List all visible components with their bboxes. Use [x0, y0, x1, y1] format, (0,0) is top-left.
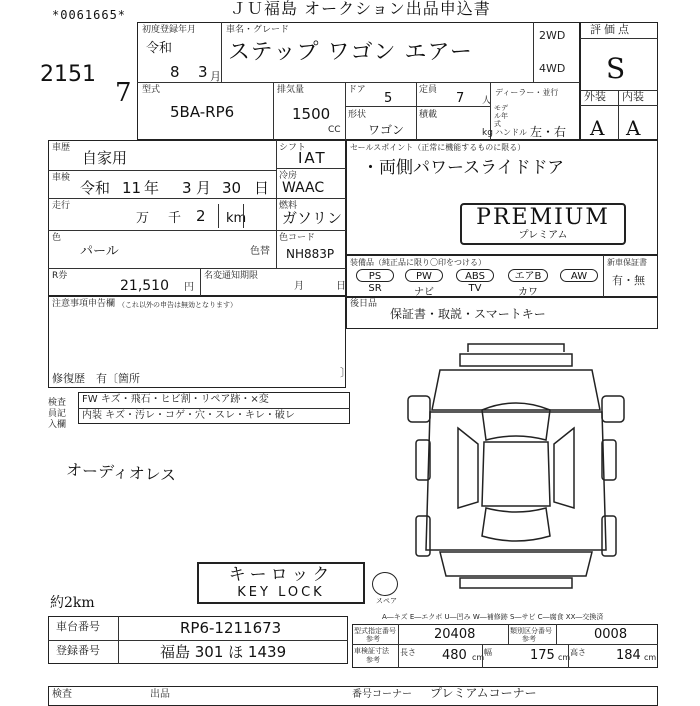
color-label: 色 [52, 233, 62, 243]
width-label: 幅 [484, 648, 492, 657]
premium-badge [460, 203, 626, 245]
color-code-change-label: 色替 [250, 246, 270, 257]
category-number-value: 0008 [594, 627, 628, 642]
handle-label: ハンドル [495, 128, 527, 137]
model-value: 5BA-RP6 [170, 103, 235, 121]
mileage-sen: 千 [168, 211, 182, 226]
equipment-abs: ABS [456, 269, 494, 282]
shape-value: ワゴン [368, 123, 405, 137]
equipment-pw: PW [405, 269, 443, 282]
serial-number: *0061665* [52, 8, 127, 22]
grade-interior: A [626, 116, 641, 140]
car-damage-diagram [400, 340, 632, 592]
plate-label: 登録番号 [56, 644, 100, 657]
fuel-value: ガソリン [282, 209, 343, 227]
grade-label: 評価点 [590, 23, 632, 36]
ac-label: 冷房 [279, 171, 298, 181]
fuel-label: 燃料 [279, 201, 298, 211]
capacity-label: 定員 [419, 85, 438, 95]
handle-value: 左・右 [530, 125, 567, 139]
equipment-aw: AW [560, 269, 598, 282]
name-change-month: 月 [294, 281, 304, 292]
attachments-value: 保証書・取説・スマートキー [390, 307, 546, 321]
inspector-label: 検査員記入欄 [48, 398, 67, 430]
load-unit: kg [482, 128, 493, 138]
car-name: ステップ ワゴン エアー [228, 40, 473, 65]
chassis-label: 車台番号 [56, 620, 100, 633]
equipment-leather: カワ [518, 287, 538, 298]
equipment-tv: TV [468, 283, 482, 294]
category-number-label: 類別区分番号 [510, 627, 552, 635]
dimensions-label: 車検証寸法 [354, 647, 389, 655]
premium-badge-ja: プレミアム [518, 230, 568, 241]
handwritten-km: 約2km [50, 595, 95, 611]
footer-corner-label: 番号コーナー [352, 689, 412, 700]
color-code-label: 色コード [279, 233, 316, 243]
equipment-sr: SR [368, 283, 382, 294]
equipment-label: 装備品（純正品に限り〇印をつける） [350, 258, 486, 267]
repair-label: 修復歴 [52, 372, 85, 385]
recycle-value: 21,510 [120, 278, 169, 294]
usage-label: 車歴 [52, 143, 71, 153]
attachments-label: 後日品 [350, 299, 378, 309]
lot-mark: 7 [115, 78, 132, 108]
color-value: パール [80, 244, 119, 259]
name-change-day: 日 [336, 281, 346, 292]
recycle-unit: 円 [184, 282, 194, 293]
doors-value: 5 [384, 91, 393, 106]
mileage-unit: km [226, 211, 247, 226]
length-value: 480 [442, 648, 467, 663]
legend-row-1: FW キズ・飛石・ヒビ割・リペア跡・×変 [82, 394, 269, 405]
repair-close-bracket: 〕 [340, 366, 351, 379]
height-value: 184 [616, 648, 641, 663]
footer-label-1: 検査 [52, 689, 72, 700]
inspection-year-unit: 年 [144, 179, 160, 197]
ac-value: WAAC [282, 180, 325, 196]
shift-value: IAT [298, 149, 327, 167]
displacement-label: 排気量 [277, 85, 305, 95]
capacity-value: 7 [456, 91, 465, 106]
damage-codes: A―キズ E―エクボ U―凹み W―補修跡 S―サビ C―腐食 XX―交換済 [382, 613, 604, 621]
category-number-sub: 参考 [522, 635, 536, 643]
sales-point-value: ・両側パワースライドドア [362, 158, 565, 178]
footer-corner-value: プレミアムコーナー [430, 686, 537, 700]
grade-interior-label: 内装 [622, 90, 644, 103]
new-car-warranty-label: 新車保証書 [607, 258, 647, 267]
doors-label: ドア [348, 85, 366, 95]
registration-era: 令和 [146, 41, 173, 56]
type-designation-label: 型式指定番号 [354, 627, 396, 635]
mileage-man: 万 [136, 211, 150, 226]
recycle-label: R券 [52, 271, 68, 281]
lot-number: 2151 [40, 62, 96, 87]
dimensions-sub: 参考 [366, 656, 380, 664]
equipment-airbag: エアB [508, 269, 548, 282]
spare-key-label: スペア [376, 597, 397, 605]
drive-2wd: 2WD [539, 29, 566, 42]
drive-4wd: 4WD [539, 62, 566, 75]
length-unit: cm [472, 653, 485, 662]
legend-row-2: 内装 キズ・汚レ・コゲ・穴・スレ・キレ・破レ [82, 410, 295, 421]
mileage-label: 走行 [52, 201, 71, 211]
registration-month-unit: 月 [210, 70, 221, 83]
repair-value: 有〔箇所 [96, 372, 140, 385]
load-label: 積載 [419, 110, 438, 120]
registration-year: 8 [170, 63, 180, 81]
key-lock-en: KEY LOCK [237, 585, 325, 600]
height-label: 高さ [570, 648, 586, 657]
inspection-day-unit: 日 [254, 179, 270, 197]
inspection-label: 車検 [52, 173, 71, 183]
mileage-value: 2 [196, 207, 206, 225]
notes-sub-label: （これ以外の申告は無効となります） [118, 301, 237, 309]
key-lock-stamp [197, 562, 365, 604]
plate-value: 福島 301 ほ 1439 [160, 643, 287, 661]
grade-exterior-label: 外装 [584, 90, 606, 103]
shift-label: シフト [279, 143, 307, 153]
capacity-unit: 人 [482, 96, 492, 106]
inspection-year: 11 [122, 179, 142, 197]
footer-label-2: 出品 [150, 689, 170, 700]
sales-point-label: セールスポイント（正常に機能するものに限る） [350, 143, 526, 152]
color-code: NH883P [286, 247, 335, 261]
grade-exterior: A [590, 116, 605, 140]
displacement-value: 1500 [292, 105, 331, 123]
inspection-era: 令和 [80, 179, 111, 197]
shape-label: 形状 [348, 110, 367, 120]
notes-label: 注意事項申告欄 [52, 299, 116, 309]
handwritten-note: オーディオレス [65, 460, 177, 485]
model-year-label: モデル年式 [494, 104, 508, 128]
form-title: ＪＵ福島 オークション出品申込書 [230, 0, 491, 18]
displacement-unit: CC [328, 125, 341, 135]
usage-value: 自家用 [82, 149, 128, 167]
inspection-month: 3 [182, 179, 192, 197]
type-designation-sub: 参考 [366, 635, 380, 643]
model-label: 型式 [142, 85, 161, 95]
car-name-label: 車名・グレード [226, 25, 290, 35]
registration-label: 初度登録年月 [142, 25, 197, 35]
grade-value: S [606, 52, 626, 85]
height-unit: cm [644, 653, 657, 662]
type-designation-value: 20408 [434, 627, 476, 642]
registration-month: 3 [198, 63, 208, 81]
width-unit: cm [558, 653, 571, 662]
equipment-ps: PS [356, 269, 394, 282]
equipment-navi: ナビ [414, 287, 434, 298]
new-car-warranty-value: 有・無 [612, 274, 645, 287]
spare-key-circle [372, 572, 398, 596]
inspection-day: 30 [222, 179, 242, 197]
length-label: 長さ [400, 648, 416, 657]
name-change-label: 名変通知期限 [204, 271, 259, 281]
dealer-label: ディーラー・並行 [495, 88, 559, 97]
chassis-value: RP6-1211673 [180, 619, 282, 637]
premium-badge-en: PREMIUM [476, 205, 610, 230]
width-value: 175 [530, 648, 555, 663]
key-lock-ja: キーロック [228, 565, 334, 585]
inspection-month-unit: 月 [196, 179, 212, 197]
